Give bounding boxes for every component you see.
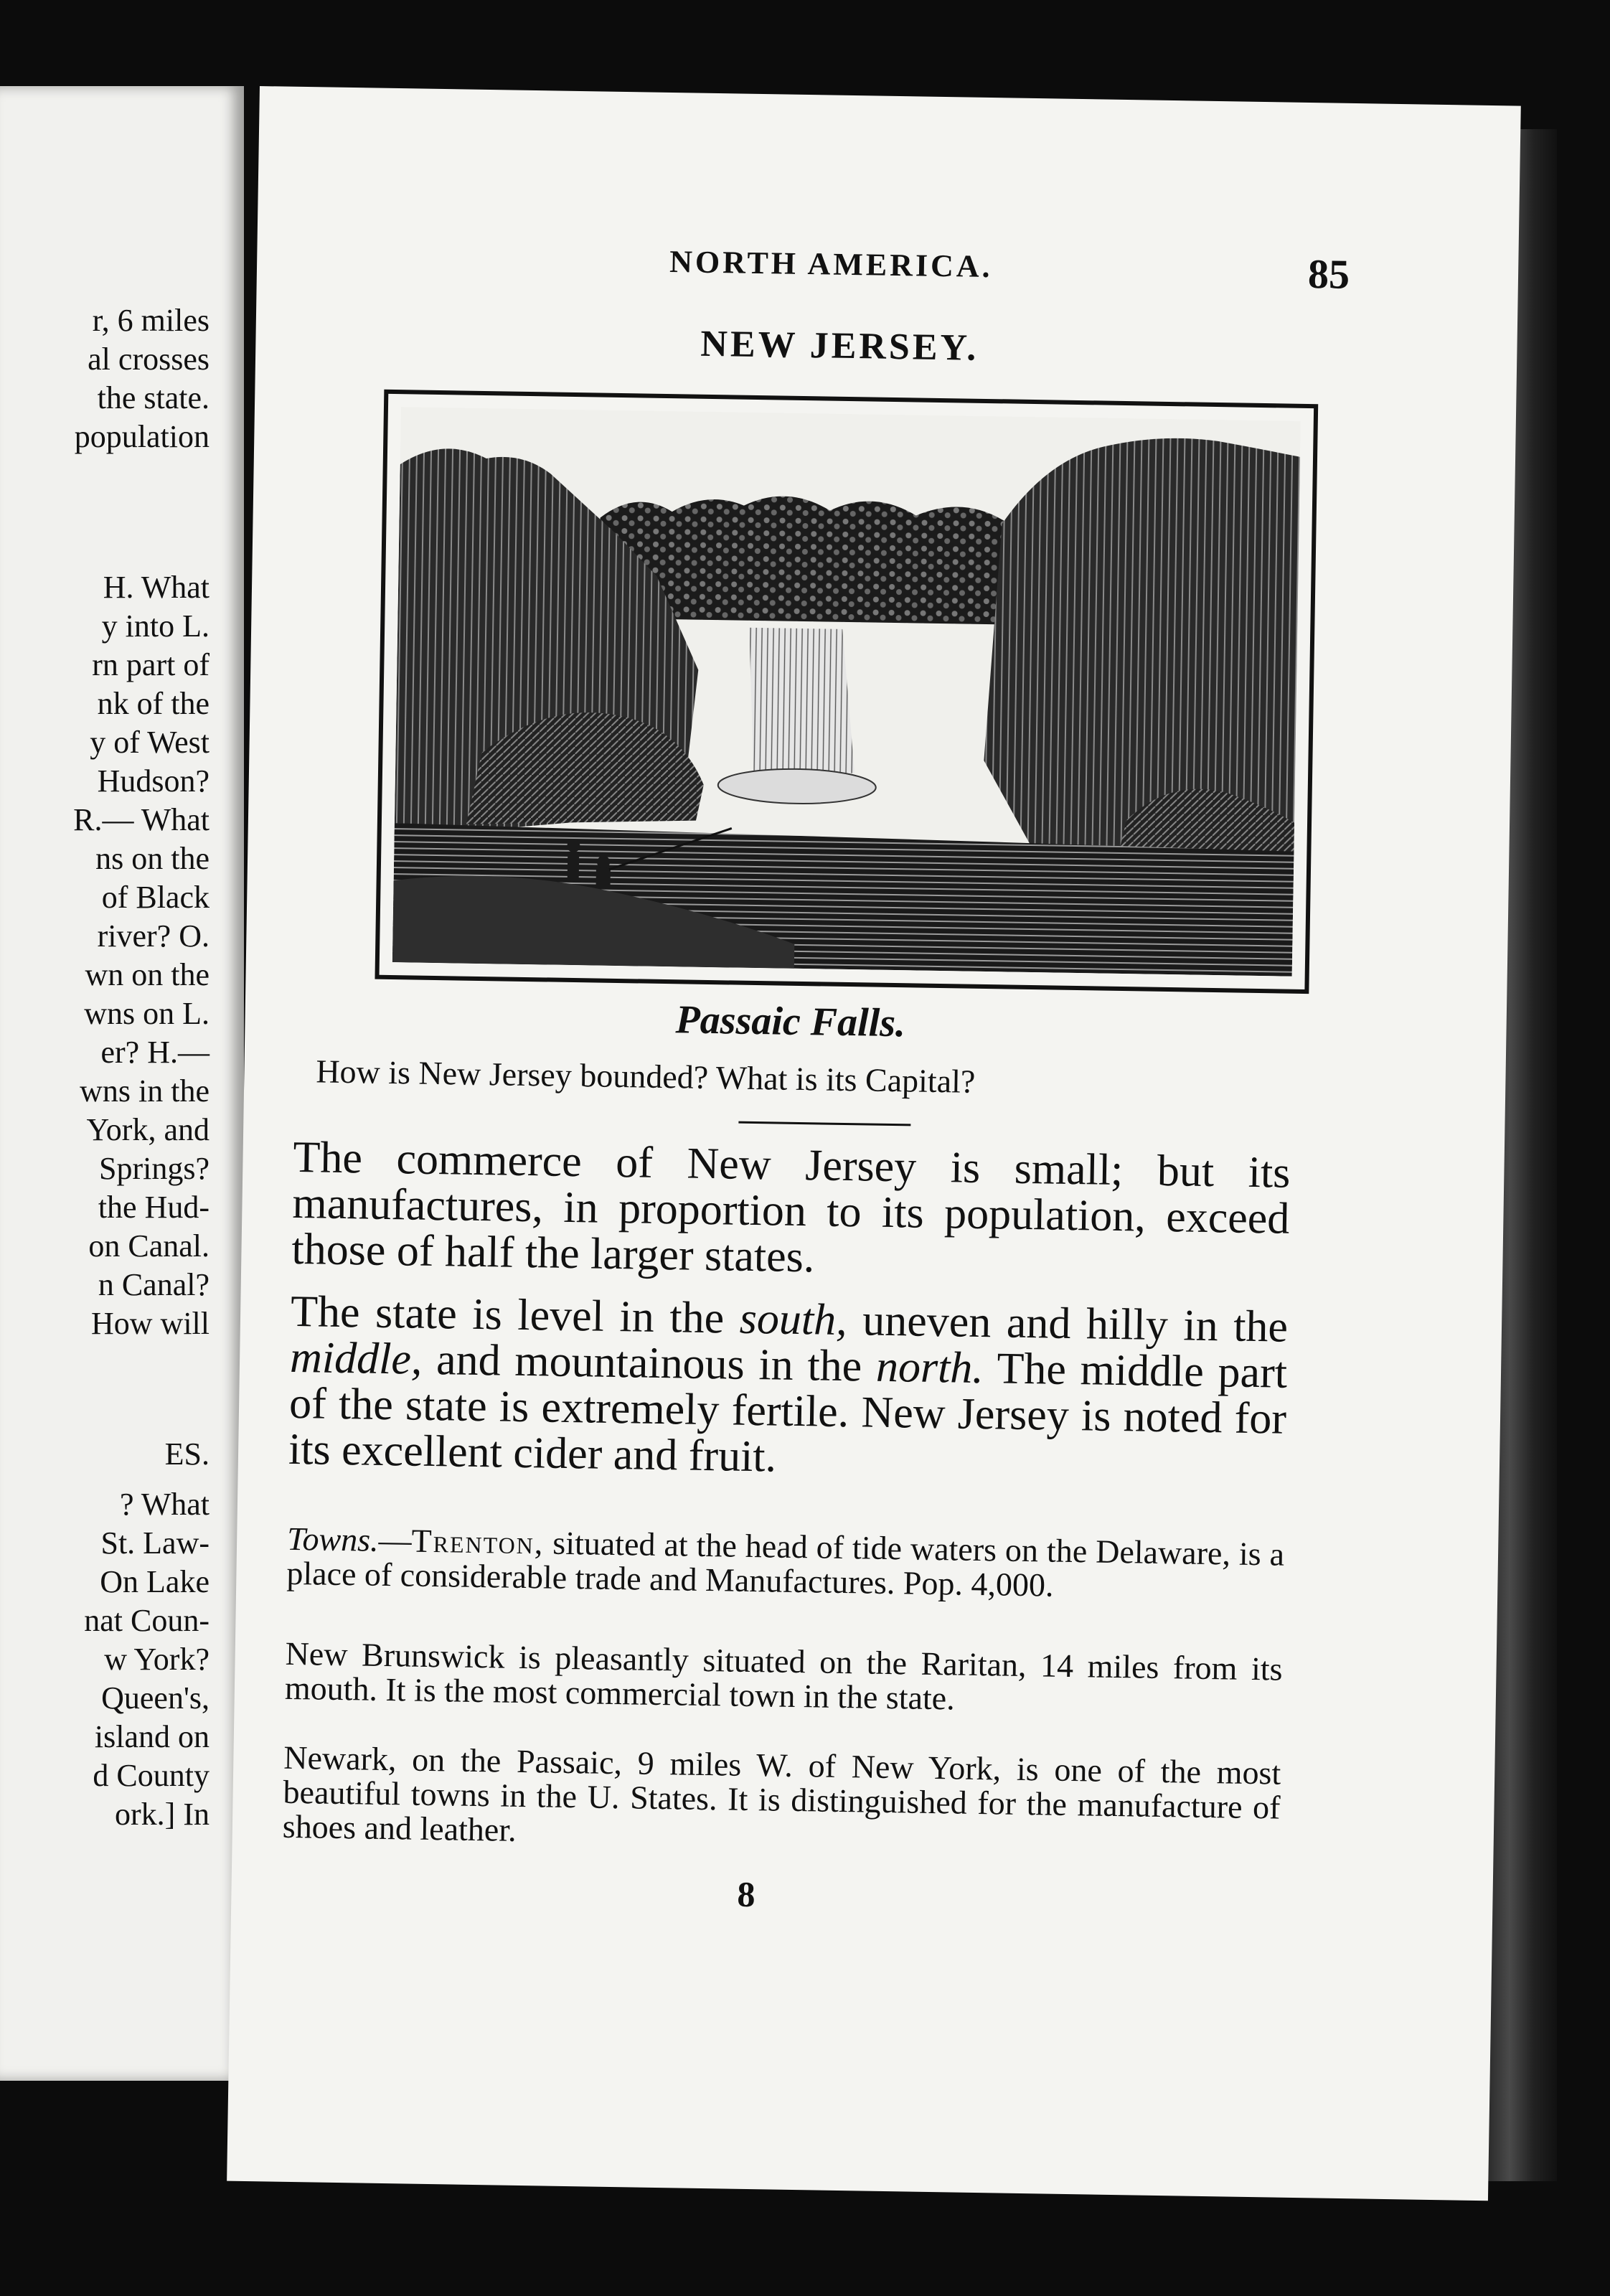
left-page-line: the state.	[97, 380, 210, 415]
running-head: NORTH AMERICA.	[669, 244, 994, 285]
left-page-line: w York?	[104, 1642, 210, 1677]
left-page-line: ns on the	[95, 841, 210, 876]
geography-text: The state is level in the	[290, 1286, 740, 1343]
left-page-line: d County	[93, 1758, 210, 1793]
left-page-line: wn on the	[85, 957, 210, 992]
left-page-line: r, 6 miles	[92, 303, 210, 338]
left-page-line: nat Coun-	[84, 1603, 210, 1638]
left-page-line: y of West	[90, 725, 210, 760]
right-page	[227, 86, 1521, 2201]
emphasis-middle: middle,	[289, 1332, 423, 1384]
left-page-line: wns in the	[80, 1073, 210, 1109]
left-page-line: nk of the	[97, 686, 210, 721]
left-page-line: n Canal?	[98, 1267, 210, 1302]
geography-paragraph	[288, 1286, 1289, 1488]
left-page-line: river? O.	[97, 918, 210, 954]
left-page-line: wns on L.	[84, 996, 210, 1031]
waterfall-illustration	[392, 407, 1301, 977]
left-page-line: island on	[94, 1719, 210, 1754]
newark-paragraph: Newark, on the Passaic, 9 miles W. of New York, is one of the most beautiful towns in the U. States. It is distinguished for the manufacture of shoes and leather.	[282, 1739, 1281, 1848]
left-page-line: the Hud-	[98, 1190, 210, 1225]
left-page-line: on Canal.	[88, 1228, 210, 1264]
left-page-line: St. Law-	[100, 1525, 210, 1561]
left-page-line: ES.	[164, 1436, 210, 1472]
towns-label: Towns.	[286, 1520, 380, 1558]
illustration-caption: Passaic Falls.	[675, 997, 906, 1046]
signature-mark: 8	[737, 1873, 755, 1915]
left-page-line: Queen's,	[101, 1680, 210, 1716]
left-page	[0, 86, 244, 2081]
divider-rule	[738, 1121, 910, 1126]
left-page-line: York, and	[86, 1112, 210, 1147]
section-title: NEW JERSEY.	[700, 323, 979, 369]
towns-trenton-paragraph	[286, 1522, 1284, 1606]
left-page-line: ? What	[119, 1487, 210, 1522]
trenton-name: Trenton,	[411, 1522, 545, 1561]
left-page-line: y into L.	[101, 608, 210, 644]
left-page-line: rn part of	[92, 647, 210, 682]
left-page-line: er? H.—	[100, 1035, 210, 1070]
geography-text: uneven and hilly in the	[847, 1296, 1289, 1352]
trenton-text: situated at the head of tide waters on the Delaware, is a place of considerable trade and Manufactures. Pop. 4,000.	[286, 1524, 1285, 1604]
commerce-paragraph: The commerce of New Jersey is small; but its manufactures, in proportion to its population, exceed those of half the larger states.	[291, 1132, 1291, 1282]
study-question: How is New Jersey bounded? What is its Capital?	[316, 1053, 976, 1100]
left-page-line: Springs?	[99, 1151, 210, 1186]
left-page-line: On Lake	[100, 1564, 210, 1599]
geography-text: The middle part of the state is extremely fertile. New Jersey is noted for its excellent cider and fruit.	[288, 1344, 1288, 1482]
left-page-line: of Black	[101, 880, 210, 915]
page-number: 85	[1307, 250, 1350, 298]
emphasis-north: north.	[875, 1342, 984, 1393]
towns-dash: —	[378, 1521, 413, 1559]
left-page-line: population	[74, 419, 210, 454]
left-page-line: H. What	[103, 570, 210, 605]
emphasis-south: south,	[739, 1294, 848, 1345]
geography-text: and mountainous in the	[421, 1335, 877, 1391]
left-page-line: al crosses	[88, 342, 210, 377]
passaic-falls-engraving	[375, 390, 1318, 994]
new-brunswick-paragraph: New Brunswick is pleasantly situated on the Raritan, 14 miles from its mouth. It is the most commercial town in the state.	[284, 1634, 1283, 1717]
left-page-line: Hudson?	[97, 763, 210, 799]
left-page-line: R.— What	[73, 802, 210, 837]
left-page-line: ork.] In	[115, 1797, 210, 1832]
left-page-line: How will	[91, 1306, 210, 1341]
